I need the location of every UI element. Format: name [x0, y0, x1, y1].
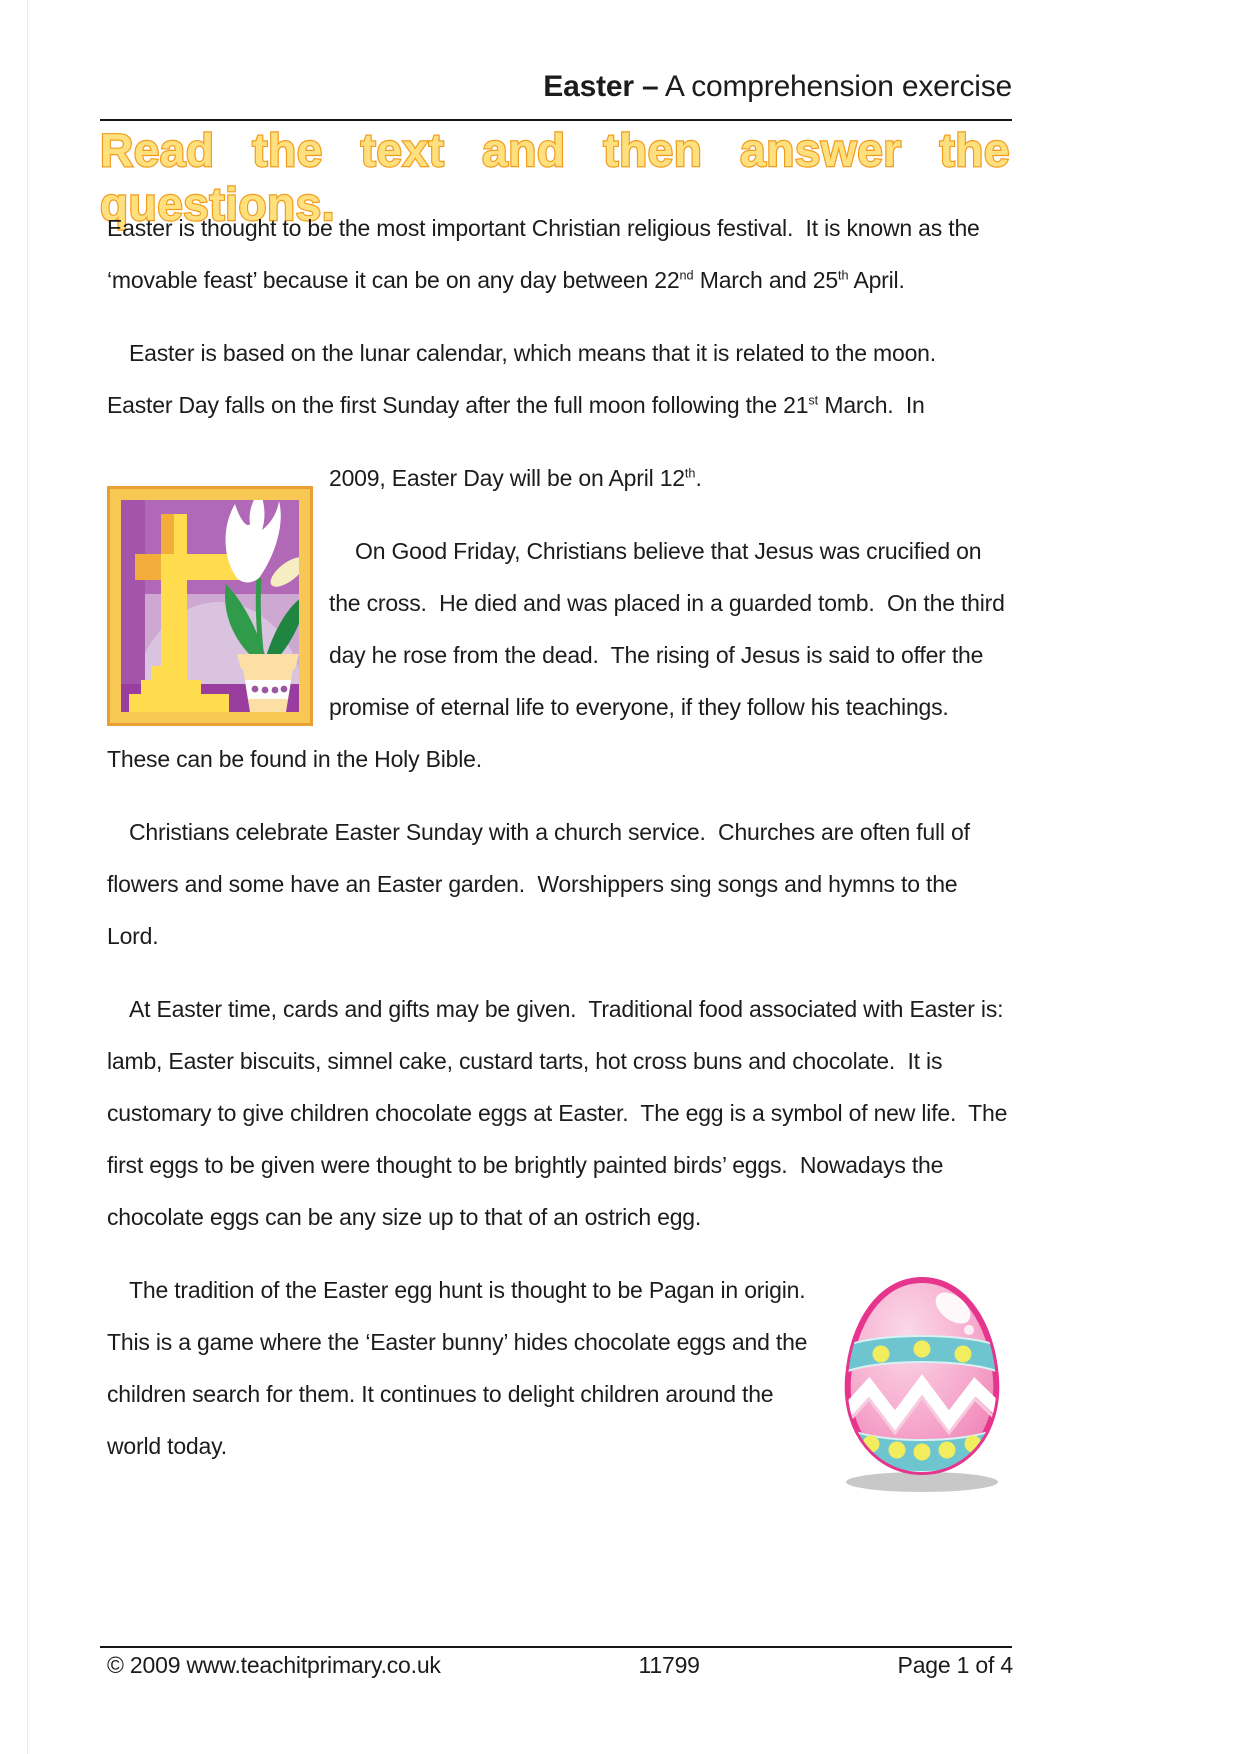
header-divider	[100, 119, 1012, 121]
paragraph-egg-hunt: The tradition of the Easter egg hunt is thought to be Pagan in origin. This is a game where the ‘Easter bunny’ hides chocolate eggs and the children search for them. It continues to delight children around the world today.	[107, 1277, 818, 1459]
footer-copyright: © 2009 www.teachitprimary.co.uk	[107, 1652, 441, 1678]
paragraph-church: Christians celebrate Easter Sunday with a church service. Churches are often full of flowers and some have an Easter garden. Worshippers sing songs and hymns to the Lord.	[107, 819, 977, 949]
instruction-banner: Read the text and then answer the questions.	[100, 124, 1010, 230]
cross-and-lily-image	[107, 452, 313, 726]
paragraph-intro: Easter is thought to be the most important Christian religious festival. It is known as the ‘movable feast’ because it can be on any day between 22nd March and 25th April.	[107, 215, 986, 293]
page-edge-line	[27, 0, 28, 1754]
egg-text-wrap-section	[107, 1264, 1013, 1494]
paragraph-good-friday: On Good Friday, Christians believe that Jesus was crucified on the cross. He died and was placed in a guarded tomb. On the third day he rose from the dead. The rising of Jesus is said to offer the promise of eternal life to everyone, if they follow his teachings. These can be found in the Holy Bible.	[107, 538, 1011, 772]
article-body	[107, 202, 1013, 1494]
footer	[107, 1652, 1013, 1679]
paragraph-lunar: Easter is based on the lunar calendar, which means that it is related to the moon. Easter Day falls on the first Sunday after the full moon following the 21st March. In	[107, 340, 949, 418]
image-text-wrap-section	[107, 452, 1013, 806]
cross-and-lily-illustration	[107, 486, 313, 726]
paragraph-food: At Easter time, cards and gifts may be given. Traditional food associated with Easter is: lamb, Easter biscuits, simnel cake, custard tarts, hot cross buns and chocolate. It is customary to give children chocolate eggs at Easter. The egg is a symbol of new life. The first eggs to be given were thought to be brightly painted birds’ eggs. Nowadays the chocolate eggs can be any size up to that of an ostrich egg.	[107, 996, 1014, 1230]
page-title-bold: Easter –	[543, 70, 659, 103]
page-title-rest: A comprehension exercise	[658, 70, 1012, 103]
footer-divider	[100, 1646, 1012, 1648]
easter-egg-image	[831, 1264, 1013, 1494]
footer-resource-id: 11799	[638, 1652, 700, 1678]
paragraph-lunar-continuation: 2009, Easter Day will be on April 12th.	[329, 465, 702, 491]
footer-page-number: Page 1 of 4	[897, 1652, 1013, 1678]
easter-egg-illustration	[831, 1270, 1013, 1494]
page-title	[107, 70, 1012, 104]
